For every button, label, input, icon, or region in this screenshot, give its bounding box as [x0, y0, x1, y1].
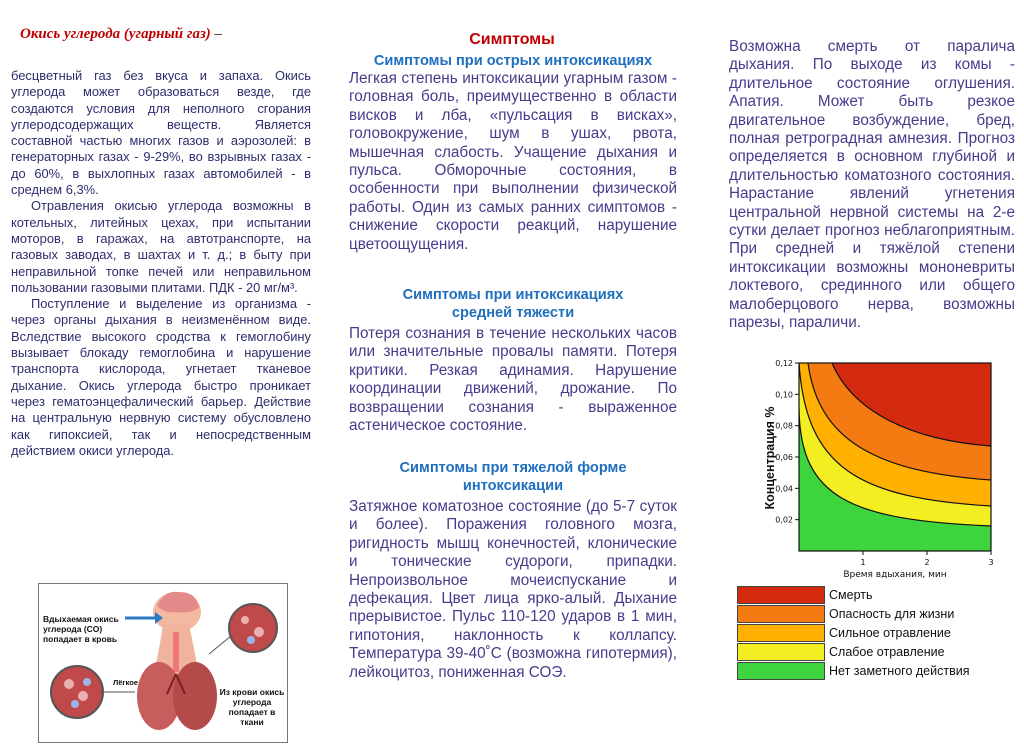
section-moderate — [349, 286, 677, 435]
section-moderate-title: Симптомы при интоксикациях средней тяжести — [402, 287, 624, 321]
y-ticks — [775, 359, 799, 525]
co-concentration-chart — [740, 348, 1010, 588]
legend-label: Сильное отравление — [829, 625, 951, 640]
section-severe-text: Затяжное коматозное состояние (до 5-7 суток и более). Поражения головного мозга, ригидность мышц конечностей, клонические и тонические судороги, припадки. Непроизвольное мочеиспускание и дефекация. Цвет лица ярко-алый. Дыхание прерывистое. Пульс 110-120 ударов в 1 мин, гипотония, наклонность к коллапсу. Температура 39-40˚С (возможна гипотермия), лейкоцитоз, пониженная СОЭ. — [349, 498, 677, 681]
legend-label: Нет заметного действия — [829, 663, 970, 678]
legend-swatch — [737, 624, 825, 642]
legend-item — [737, 623, 969, 642]
y-tick-label: 0,04 — [775, 484, 793, 494]
intro-paragraph-3: Поступление и выделение из организма - через органы дыхания в неизменённом виде. Вследствие высокого сродства к гемоглобину вызывает блокаду гемоглобина и нарушение транспорта кислорода, угнетает тканевое дыхание. Окись углерода быстро проникает через гематоэнцефалический барьер. Действие на центральную нервную систему обусловлено как гипоксией, так и непосредственным действием окиси углерода. — [11, 296, 311, 458]
legend-swatch — [737, 643, 825, 661]
title-dash: – — [210, 26, 223, 42]
x-tick-label: 3 — [988, 558, 994, 567]
legend-label: Смерть — [829, 587, 873, 602]
legend-swatch — [737, 605, 825, 623]
section-severe-title: Симптомы при тяжелой форме интоксикации — [399, 460, 627, 494]
section-acute-text: Легкая степень интоксикации угарным газом - головная боль, преимущественно в области висков и лба, «пульсация в висках», головокружение, шум в ушах, рвота, мышечная слабость. Учащение дыхания и пульса. Обморочные состояния, в особенности при выполнении физической работы. Один из самых ранних симптомов - снижение скорости реакций, нарушение цветоощущения. — [349, 70, 677, 253]
symptoms-heading: Симптомы — [469, 31, 555, 48]
chart-legend — [737, 585, 969, 680]
intro-text — [11, 68, 311, 459]
co-illustration — [38, 583, 288, 743]
section-acute-title: Симптомы при острых интоксикациях — [373, 53, 653, 69]
prognosis-text — [729, 38, 1015, 362]
y-tick-label: 0,10 — [775, 390, 793, 400]
y-axis-label: Концентрация % — [763, 406, 777, 510]
legend-label: Слабое отравление — [829, 644, 945, 659]
x-tick-label: 1 — [860, 558, 866, 567]
label-lung: Лёгкое — [113, 678, 138, 687]
x-ticks — [860, 551, 993, 567]
section-moderate-text: Потеря сознания в течение нескольких часов или значительные провалы памяти. Потеря критики. Резкая адинамия. Нарушение координации движений, дрожание. По возвращении сознания - выраженное астеническое состояние. — [349, 325, 677, 435]
x-tick-label: 2 — [924, 558, 930, 567]
chart-areas — [799, 363, 991, 551]
y-tick-label: 0,06 — [775, 453, 793, 462]
legend-label: Опасность для жизни — [829, 606, 955, 621]
title-text: Окись углерода (угарный газ) — [20, 26, 211, 42]
legend-item — [737, 661, 969, 680]
legend-item — [737, 642, 969, 661]
y-tick-label: 0,02 — [775, 515, 793, 525]
legend-item — [737, 604, 969, 623]
y-tick-label: 0,08 — [775, 421, 793, 431]
y-tick-label: 0,12 — [775, 359, 793, 368]
legend-swatch — [737, 586, 825, 604]
intro-paragraph-1: бесцветный газ без вкуса и запаха. Окись углерода может образоваться везде, где создаются условия для неполного сгорания углеродсодержащих веществ. Является составной частью многих газов и аэрозолей: в генераторных газах - 9-29%, во взрывных газах - до 60%, в выхлопных газах автомобилей - в среднем 6,3%. — [11, 68, 311, 198]
section-severe — [349, 459, 677, 682]
article-title — [20, 26, 310, 43]
section-acute — [349, 52, 677, 254]
x-axis-label: Время вдыхания, мин — [843, 570, 947, 580]
intro-paragraph-2: Отравления окисью углерода возможны в котельных, литейных цехах, при испытании моторов, в гаражах, на автотранспорте, на газовых заводах, в шахтах и т. д.; в быту при неправильной топке печей или неправильном пользовании газовыми плитами. ПДК - 20 мг/м³. — [11, 198, 311, 295]
label-tissue: Из крови окись углерода попадает в ткани — [219, 687, 285, 727]
legend-swatch — [737, 662, 825, 680]
legend-item — [737, 585, 969, 604]
prognosis-paragraph: Возможна смерть от паралича дыхания. По выходе из комы - длительное состояние оглушения. Апатия. Может быть резкое двигательное возбуждение, бред, полная ретроградная амнезия. Прогноз определяется в основном глубиной и длительностью коматозного состояния. Нарастание явлений угнетения центральной нервной системы на 2-е сутки делает прогноз неблагоприятным. При средней и тяжёлой степени интоксикации возможны мононевриты локтевого, срединного или общего малоберцового нерва, возможны парезы, параличи. — [729, 38, 1015, 332]
label-inhale: Вдыхаемая окись углерода (CO) попадает в кровь — [43, 614, 119, 644]
